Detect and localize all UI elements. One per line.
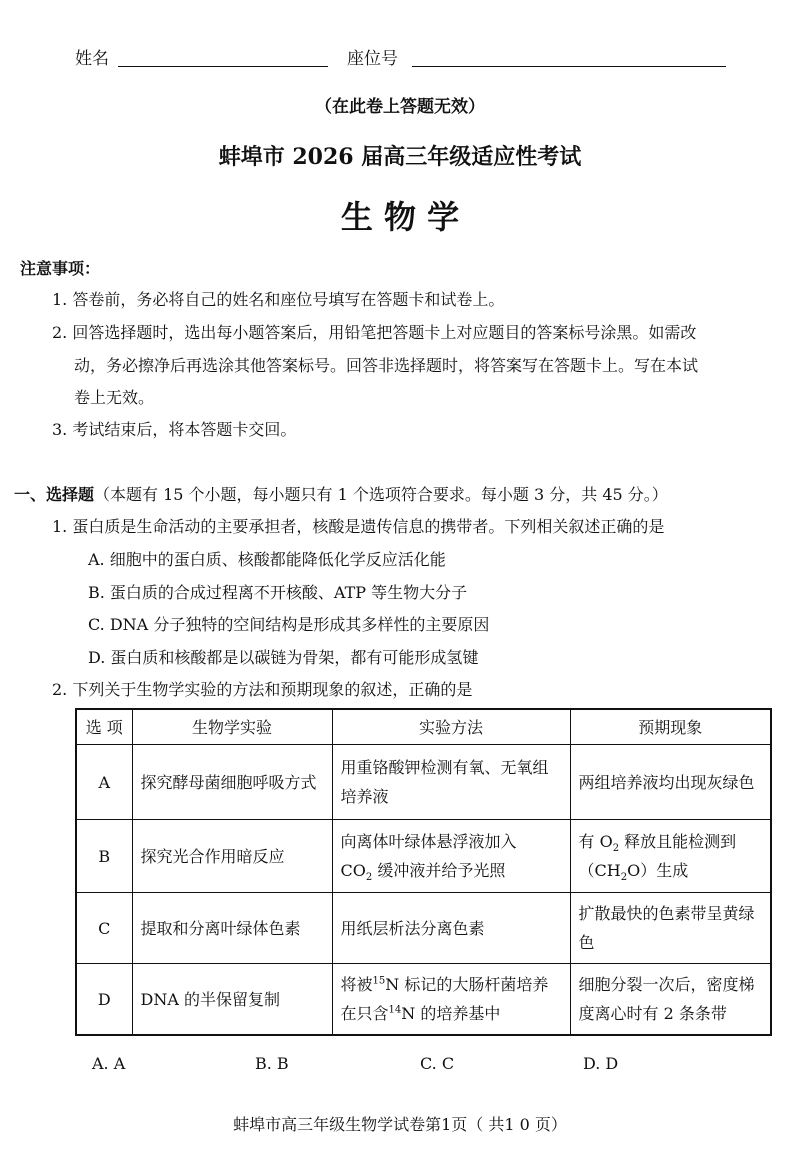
row-option: B	[76, 820, 132, 893]
table-row	[76, 745, 771, 820]
question-2-option-b[interactable]: B. B	[255, 1054, 289, 1073]
name-label: 姓名	[75, 49, 109, 69]
section-heading-line	[14, 482, 668, 505]
question-2-option-c[interactable]: C. C	[420, 1054, 455, 1073]
notice: （在此卷上答题无效）	[315, 97, 485, 117]
name-field[interactable]	[118, 66, 328, 67]
question-1-stem: 1. 蛋白质是生命活动的主要承担者，核酸是遗传信息的携带者。下列相关叙述正确的是	[52, 517, 665, 536]
row-method: 用重铬酸钾检测有氧、无氧组培养液	[332, 745, 570, 820]
header-method: 实验方法	[332, 709, 570, 745]
instruction-1: 1. 答卷前，务必将自己的姓名和座位号填写在答题卡和试卷上。	[52, 290, 505, 309]
table-row	[76, 820, 771, 893]
method-text-b: 缓冲液并给予光照	[372, 861, 506, 880]
row-experiment: DNA 的半保留复制	[132, 964, 332, 1036]
phen-text-b: 释放且能检测到	[619, 832, 737, 851]
row-experiment: 探究光合作用暗反应	[132, 820, 332, 893]
row-method: 用纸层析法分离色素	[332, 893, 570, 964]
method-text-a: 向离体叶绿体悬浮液加入	[340, 832, 517, 851]
co2-formula: CO	[340, 861, 366, 880]
page-footer: 蚌埠市高三年级生物学试卷第1页（ 共1 0 页）	[233, 1115, 567, 1134]
instruction-3: 3. 考试结束后，将本答题卡交回。	[52, 420, 297, 439]
method-text-a: 将被	[340, 975, 373, 994]
ch2o-formula-b: O）生成	[627, 861, 689, 880]
row-method	[332, 820, 570, 893]
row-option: D	[76, 964, 132, 1036]
exam-title: 蚌埠市 2026 届高三年级适应性考试	[218, 144, 582, 170]
section-heading: 一、选择题	[14, 485, 95, 504]
row-phenomenon: 细胞分裂一次后，密度梯度离心时有 2 条条带	[570, 964, 771, 1036]
header-phenomenon: 预期现象	[570, 709, 771, 745]
row-experiment: 提取和分离叶绿体色素	[132, 893, 332, 964]
instruction-2-line3: 卷上无效。	[74, 388, 155, 407]
question-2-stem: 2. 下列关于生物学实验的方法和预期现象的叙述，正确的是	[52, 680, 473, 699]
section-desc: （本题有 15 个小题，每小题只有 1 个选项符合要求。每小题 3 分，共 45 分。）	[94, 485, 668, 504]
row-method	[332, 964, 570, 1036]
experiment-table	[75, 708, 772, 1036]
question-1-option-c[interactable]: C. DNA 分子独特的空间结构是形成其多样性的主要原因	[88, 615, 490, 634]
method-text-c: N 的培养基中	[401, 1004, 501, 1023]
n15-superscript: 15	[372, 975, 386, 987]
row-option: C	[76, 893, 132, 964]
method-text-b: N 标记的大肠杆菌培养在只含	[340, 975, 549, 1023]
row-phenomenon: 两组培养液均出现灰绿色	[570, 745, 771, 820]
row-experiment: 探究酵母菌细胞呼吸方式	[132, 745, 332, 820]
question-2-option-d[interactable]: D. D	[583, 1054, 619, 1073]
question-1-option-a[interactable]: A. 细胞中的蛋白质、核酸都能降低化学反应活化能	[88, 550, 446, 569]
row-option: A	[76, 745, 132, 820]
row-phenomenon	[570, 820, 771, 893]
table-row	[76, 964, 771, 1036]
n14-superscript: 14	[388, 1004, 402, 1016]
question-1-option-b[interactable]: B. 蛋白质的合成过程离不开核酸、ATP 等生物大分子	[88, 583, 468, 602]
o2-subscript: 2	[612, 843, 620, 855]
phen-text-a: 有 O	[578, 832, 613, 851]
question-2-option-a[interactable]: A. A	[92, 1054, 126, 1073]
table-row	[76, 893, 771, 964]
seat-label: 座位号	[347, 49, 398, 69]
question-1-option-d[interactable]: D. 蛋白质和核酸都是以碳链为骨架，都有可能形成氢键	[88, 648, 479, 667]
instruction-2-line1: 2. 回答选择题时，选出每小题答案后，用铅笔把答题卡上对应题目的答案标号涂黑。如需改	[52, 323, 697, 342]
instructions-heading: 注意事项：	[20, 259, 101, 278]
co2-subscript: 2	[365, 872, 373, 884]
table-header-row	[76, 709, 771, 745]
ch2o-formula-a: （CH	[578, 861, 621, 880]
seat-field[interactable]	[412, 66, 726, 67]
header-option: 选 项	[76, 709, 132, 745]
header-experiment: 生物学实验	[132, 709, 332, 745]
instruction-2-line2: 动，务必擦净后再选涂其他答案标号。回答非选择题时，将答案写在答题卡上。写在本试	[74, 356, 699, 375]
subject-title: 生 物 学	[340, 198, 460, 236]
row-phenomenon: 扩散最快的色素带呈黄绿色	[570, 893, 771, 964]
ch2o-subscript: 2	[620, 872, 628, 884]
